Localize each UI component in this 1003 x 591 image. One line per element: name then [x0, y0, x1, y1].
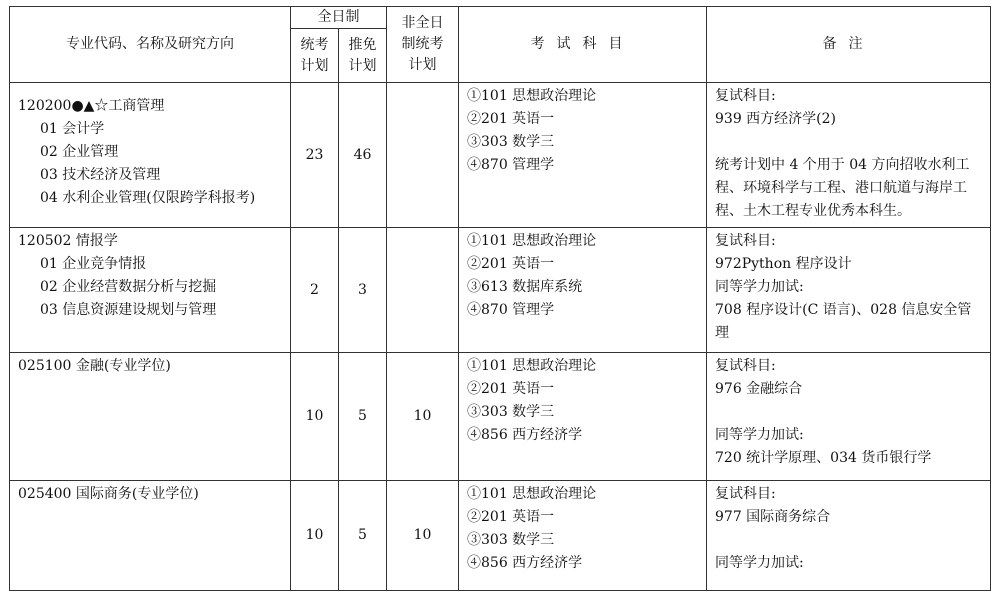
subjects-cell [459, 228, 707, 353]
major-cell [10, 228, 291, 353]
note-line: 复试科目: [715, 358, 776, 374]
header-parttime-plan: 非全日制统考计划 [387, 7, 459, 83]
header-exempt-plan: 推免计划 [339, 29, 387, 83]
table-row [10, 353, 991, 481]
header-notes: 备注 [707, 7, 991, 83]
note-line: 同等学力加试: [715, 279, 804, 295]
table-row [10, 481, 991, 591]
note-line: 复试科目: [715, 233, 776, 249]
subjects-cell [459, 353, 707, 481]
subjects-cell [459, 481, 707, 591]
major-title: 120502 情报学 [18, 233, 118, 249]
subject-item: ②201 英语一 [467, 381, 555, 397]
exempt-plan-value: 46 [339, 83, 387, 228]
major-cell [10, 353, 291, 481]
note-line: 同等学力加试: [715, 427, 804, 443]
header-subjects: 考试科目 [459, 7, 707, 83]
exam-plan-value: 10 [291, 481, 339, 591]
notes-cell [707, 228, 991, 353]
direction-item: 04 水利企业管理(仅限跨学科报考) [40, 190, 256, 206]
subject-item: ②201 英语一 [467, 111, 555, 127]
major-cell [10, 481, 291, 591]
note-line: 972Python 程序设计 [715, 256, 852, 272]
header-major: 专业代码、名称及研究方向 [10, 7, 291, 83]
notes-cell [707, 83, 991, 228]
subject-item: ④856 西方经济学 [467, 427, 583, 443]
note-line: 同等学力加试: [715, 555, 804, 571]
subject-item: ①101 思想政治理论 [467, 233, 597, 249]
header-exam-plan: 统考计划 [291, 29, 339, 83]
note-line: 976 金融综合 [715, 381, 803, 397]
exempt-plan-value: 3 [339, 228, 387, 353]
notes-cell [707, 481, 991, 591]
notes-cell [707, 353, 991, 481]
subject-item: ①101 思想政治理论 [467, 358, 597, 374]
major-cell [10, 83, 291, 228]
subject-item: ③303 数学三 [467, 532, 555, 548]
note-line: 统考计划中 4 个用于 04 方向招收水利工程、环境科学与工程、港口航道与海岸工程、土木工程专业优秀本科生。 [715, 157, 970, 219]
note-line: 720 统计学原理、034 货币银行学 [715, 450, 932, 466]
direction-item: 02 企业经营数据分析与挖掘 [40, 279, 217, 295]
subjects-cell [459, 83, 707, 228]
table-row [10, 83, 991, 228]
direction-item: 03 技术经济及管理 [40, 167, 161, 183]
note-line: 复试科目: [715, 486, 776, 502]
major-title: 025400 国际商务(专业学位) [18, 486, 199, 502]
table-row [10, 228, 991, 353]
subject-item: ④870 管理学 [467, 157, 555, 173]
subject-item: ④856 西方经济学 [467, 555, 583, 571]
direction-item: 01 会计学 [40, 121, 105, 137]
enrollment-table [9, 6, 991, 591]
note-line: 939 西方经济学(2) [715, 111, 837, 127]
subject-item: ②201 英语一 [467, 256, 555, 272]
parttime-plan-value [387, 228, 459, 353]
exam-plan-value: 10 [291, 353, 339, 481]
major-title: 025100 金融(专业学位) [18, 358, 171, 374]
subject-item: ②201 英语一 [467, 509, 555, 525]
header-fulltime: 全日制 [291, 7, 387, 29]
subject-item: ③303 数学三 [467, 134, 555, 150]
major-title: 120200●▲☆工商管理 [18, 98, 165, 114]
exam-plan-value: 23 [291, 83, 339, 228]
exempt-plan-value: 5 [339, 481, 387, 591]
subject-item: ①101 思想政治理论 [467, 486, 597, 502]
exam-plan-value: 2 [291, 228, 339, 353]
subject-item: ④870 管理学 [467, 302, 555, 318]
direction-item: 01 企业竞争情报 [40, 256, 147, 272]
parttime-plan-value: 10 [387, 481, 459, 591]
subject-item: ③613 数据库系统 [467, 279, 583, 295]
direction-item: 02 企业管理 [40, 144, 119, 160]
direction-item: 03 信息资源建设规划与管理 [40, 302, 217, 318]
parttime-plan-value [387, 83, 459, 228]
parttime-plan-value: 10 [387, 353, 459, 481]
exempt-plan-value: 5 [339, 353, 387, 481]
note-line: 复试科目: [715, 88, 776, 104]
subject-item: ③303 数学三 [467, 404, 555, 420]
note-line: 977 国际商务综合 [715, 509, 831, 525]
subject-item: ①101 思想政治理论 [467, 88, 597, 104]
note-line: 708 程序设计(C 语言)、028 信息安全管理 [715, 302, 972, 341]
